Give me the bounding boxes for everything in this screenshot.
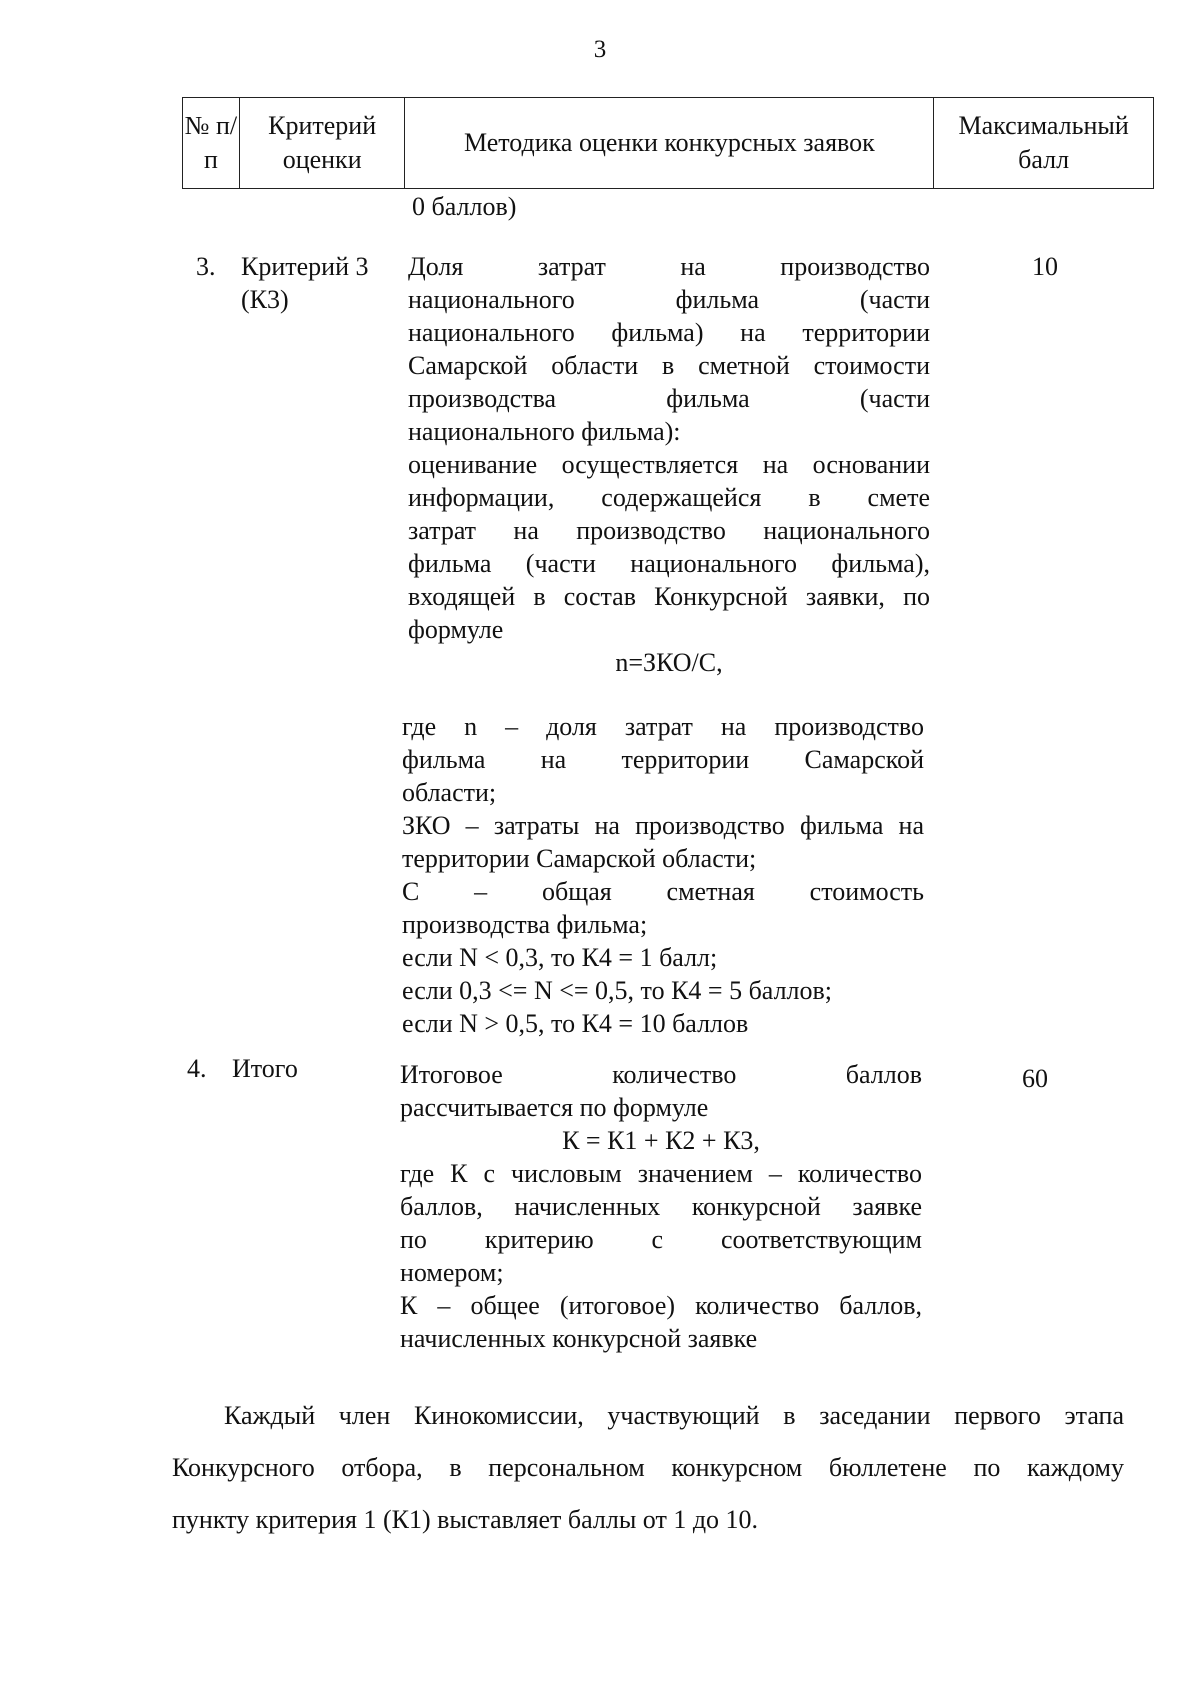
page-number: 3	[593, 36, 607, 63]
row3-condition: если 0,3 <= N <= 0,5, то К4 = 5 баллов;	[402, 976, 833, 1005]
row4-where-line: где К с числовым значением – количество	[400, 1159, 922, 1188]
row3-zko-line: ЗКО – затраты на производство фильма на	[402, 811, 924, 840]
row3-method	[408, 250, 930, 646]
header-number: № п/п	[183, 98, 240, 189]
closing-line: пункту критерия 1 (К1) выставляет баллы от 1 до 10.	[172, 1505, 759, 1534]
row3-condition: если N < 0,3, то К4 = 1 балл;	[402, 943, 718, 972]
row4-where-line: баллов, начисленных конкурсной заявке	[400, 1192, 922, 1221]
row4-k-line: К – общее (итоговое) количество баллов,	[400, 1291, 922, 1320]
row3-where-line: где n – доля затрат на производство	[402, 712, 924, 741]
row3-method-line: затрат на производство национального	[408, 516, 930, 545]
row3-formula: n=ЗКО/С,	[615, 648, 723, 677]
row3-where-line: фильма на территории Самарской	[402, 745, 924, 774]
row4-k-line: начисленных конкурсной заявке	[400, 1324, 758, 1353]
header-method: Методика оценки конкурсных заявок	[405, 98, 934, 189]
closing-paragraph	[172, 1390, 1124, 1546]
row3-method-line: входящей в состав Конкурсной заявки, по	[408, 582, 930, 611]
row3-explanation	[402, 710, 924, 1040]
row4-criterion: Итого	[232, 1054, 298, 1083]
row4-method-line: Итоговое количество баллов	[400, 1060, 922, 1089]
closing-line: Конкурсного отбора, в персональном конкурсном бюллетене по каждому	[172, 1453, 1124, 1482]
row4-method	[400, 1058, 922, 1355]
row3-c-line: С – общая сметная стоимость	[402, 877, 924, 906]
criteria-table-header	[182, 97, 1154, 189]
row3-criterion: Критерий 3 (К3)	[241, 252, 369, 314]
row3-method-line: национального фильма (части	[408, 285, 930, 314]
continuation-text: 0 баллов)	[412, 192, 517, 221]
row4-where-line: по критерию с соответствующим	[400, 1225, 922, 1254]
row3-method-line: информации, содержащейся в смете	[408, 483, 930, 512]
row3-method-line: Самарской области в сметной стоимости	[408, 351, 930, 380]
row3-method-line: национального фильма) на территории	[408, 318, 930, 347]
header-max-score: Максимальный балл	[934, 98, 1154, 189]
row4-max-score: 60	[1022, 1064, 1048, 1093]
row3-method-line: национального фильма):	[408, 417, 681, 446]
closing-line: Каждый член Кинокомиссии, участвующий в заседании первого этапа	[224, 1401, 1124, 1430]
row3-max-score: 10	[1032, 252, 1058, 281]
row4-method-line: рассчитывается по формуле	[400, 1093, 709, 1122]
row3-number: 3.	[196, 252, 216, 281]
row3-method-line: фильма (части национального фильма),	[408, 549, 930, 578]
row3-condition: если N > 0,5, то К4 = 10 баллов	[402, 1009, 749, 1038]
row4-where-line: номером;	[400, 1258, 504, 1287]
row3-where-line: области;	[402, 778, 497, 807]
row3-method-line: оценивание осуществляется на основании	[408, 450, 930, 479]
row4-number: 4.	[187, 1054, 207, 1083]
row4-formula: К = К1 + К2 + К3,	[562, 1126, 760, 1155]
row3-method-line: производства фильма (части	[408, 384, 930, 413]
header-criterion: Критерий оценки	[239, 98, 405, 189]
row3-c-line: производства фильма;	[402, 910, 648, 939]
row3-method-line: формуле	[408, 615, 504, 644]
row3-method-line: Доля затрат на производство	[408, 252, 930, 281]
row3-zko-line: территории Самарской области;	[402, 844, 757, 873]
